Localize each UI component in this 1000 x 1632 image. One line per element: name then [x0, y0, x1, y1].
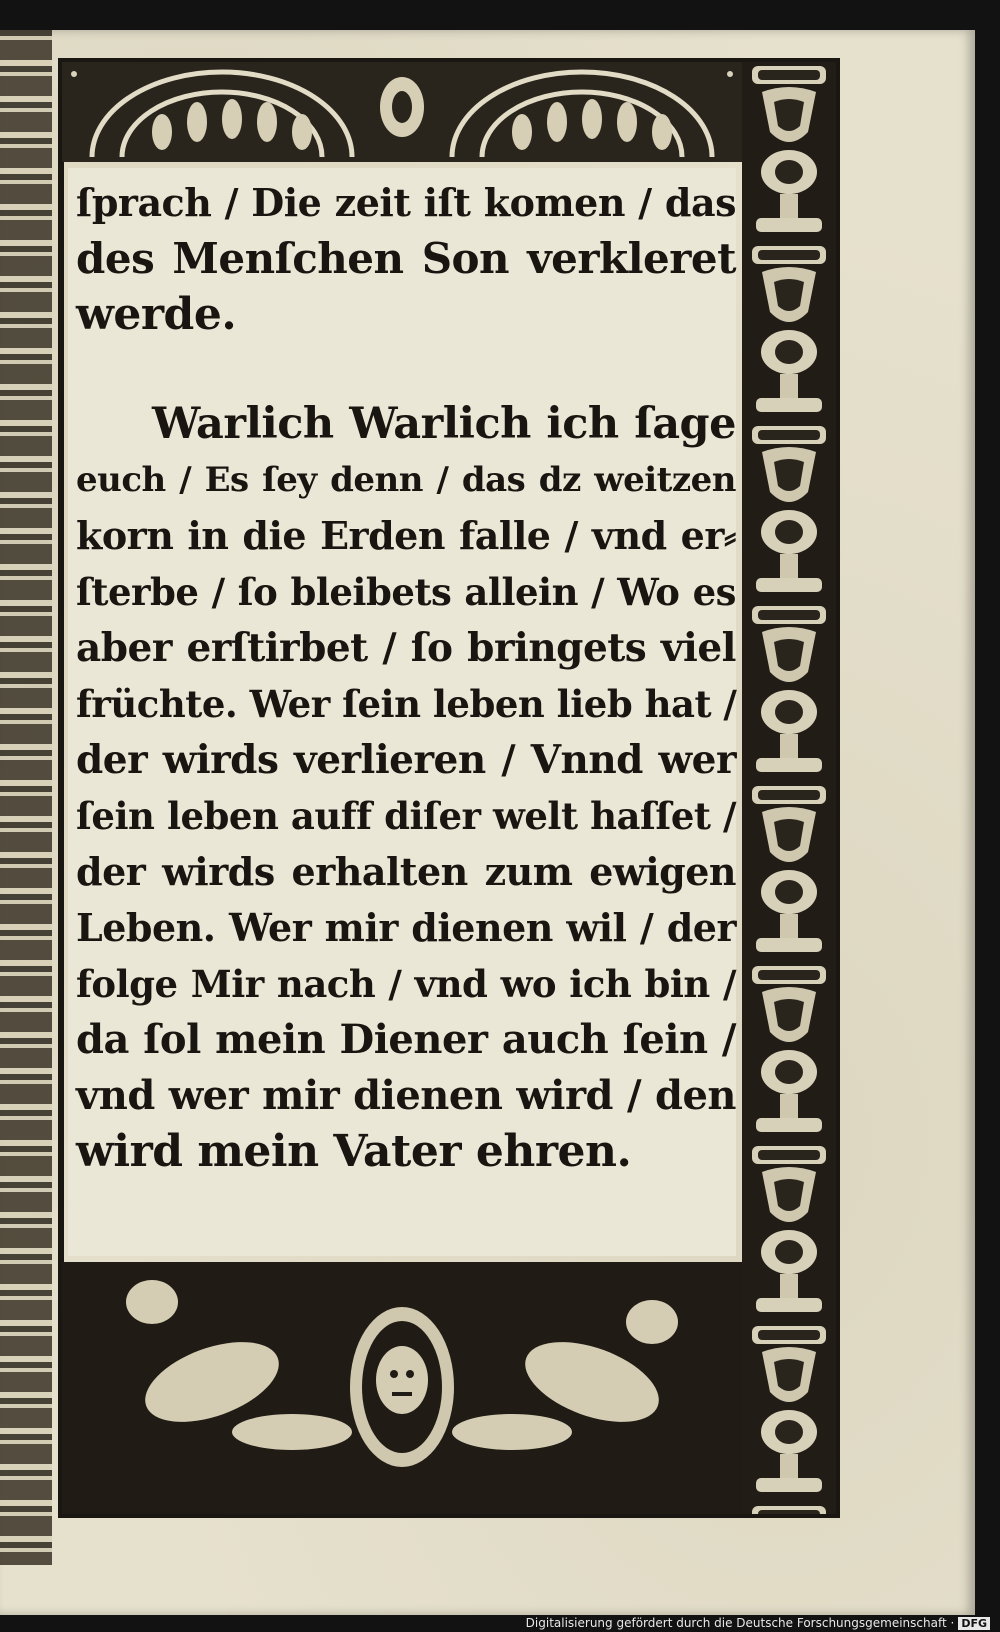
bottom-ornament-border — [62, 1262, 742, 1514]
top-ornament-border — [62, 62, 742, 162]
text-line: da ſol mein Diener auch ſein / — [76, 1016, 736, 1063]
text-line: werde. — [76, 289, 237, 340]
text-line: ſein leben auff diſer welt haſſet / — [76, 794, 736, 838]
text-line: vnd wer mir dienen wird / den — [76, 1072, 736, 1119]
text-line: folge Mir nach / vnd wo ich bin / — [76, 962, 736, 1006]
text-line: aber erſtirbet / ſo bringets viel — [76, 625, 736, 671]
text-line: des Menſchen Son verkleret — [76, 234, 736, 283]
text-line: korn in die Erden falle / vnd er⸗ — [76, 513, 736, 558]
text-line: der wirds verlieren / Vnnd wer — [76, 737, 736, 783]
text-line: früchte. Wer ſein leben lieb hat / — [76, 682, 737, 726]
text-line: euch / Es ſey denn / das dz weitzen — [76, 460, 736, 500]
digitization-credit — [526, 1616, 990, 1630]
text-line: Leben. Wer mir dienen wil / der — [76, 905, 736, 950]
dfg-logo: DFG — [958, 1617, 990, 1630]
right-ornament-border — [742, 62, 836, 1514]
text-line: der wirds erhalten zum ewigen — [76, 849, 736, 894]
text-line: ſterbe / ſo bleibets allein / Wo es — [76, 570, 736, 614]
text-line: Warlich Warlich ich ſage — [152, 399, 736, 449]
text-line: wird mein Vater ehren. — [76, 1126, 632, 1177]
text-line: ſprach / Die zeit iſt komen / das — [76, 180, 736, 225]
facing-page-border — [0, 30, 52, 1565]
credit-text: Digitalisierung gefördert durch die Deutsche Forschungsgemeinschaft · — [525, 1616, 955, 1630]
